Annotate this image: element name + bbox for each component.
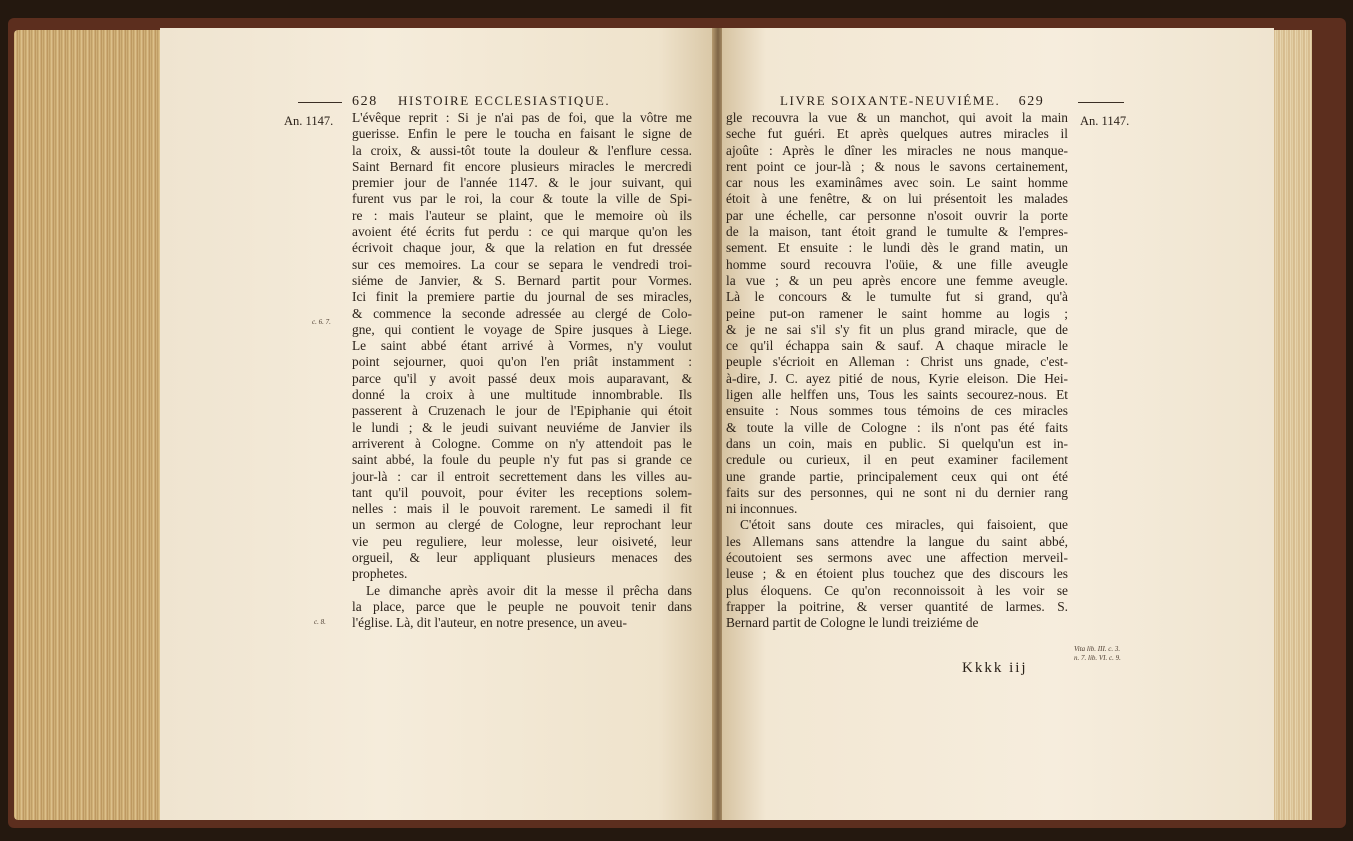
text-line: ligen alle helffen uns, Tous les saints secourez-nous. Et [726,387,1068,403]
text-line: credule ou curieux, il en peut examiner facilement [726,452,1068,468]
text-line: la croix, & aussi-tôt toute la douleur & l'enflure cessa. [352,142,692,158]
text-line: Saint Bernard fit encore plusieurs miracles le mercredi [352,158,692,174]
text-line: plus éloquens. Ce qu'on reconnoissoit à les voir se [726,582,1068,598]
text-line: écrivoit chaque jour, & que la relation en fut dressée [352,240,692,256]
left-body-text [352,110,692,632]
left-running-title: HISTOIRE ECCLESIASTIQUE. [398,93,611,108]
text-line: nelles : mais il le pouvoit rarement. Le samedi il fit [352,501,692,517]
text-line: orgueil, & leur appliquant plusieurs menaces des [352,550,692,566]
text-line: ajoûte : Après le dîner les miracles ne nous manque- [726,142,1068,158]
text-line: un sermon au clergé de Cologne, leur reprochant leur [352,517,692,533]
text-line: re : mais l'auteur se plaint, que le memoire où ils [352,207,692,223]
text-line: & toute la ville de Cologne : ils n'ont pas été faits [726,419,1068,435]
text-line: seche fut guéri. Et après quelques autres miracles il [726,126,1068,142]
text-line: guerisse. Enfin le pere le toucha en faisant le signe de [352,126,692,142]
text-line: gne, qui contient le voyage de Spire jusques à Liege. [352,321,692,337]
text-line: le lundi ; & le jeudi suivant neuviéme de Janvier ils [352,419,692,435]
left-page-edges [14,30,162,820]
left-header-rule [298,102,342,103]
right-margin-note-2: n. 7. lib. VI. c. 9. [1074,654,1121,662]
text-line: Le dimanche après avoir dit la messe il prêcha dans [366,582,692,598]
text-line: C'étoit sans doute ces miracles, qui faisoient, que [740,517,1068,533]
right-margin-note-1: Vita lib. III. c. 3. [1074,645,1121,653]
text-line: point sejourner, quoi qu'on l'en priât instamment : [352,354,692,370]
text-line: une grande partie, principalement ceux qui ont été [726,468,1068,484]
text-line: ensuite : Nous sommes tous témoins de ces miracles [726,403,1068,419]
text-line: passerent à Cruzenach le jour de l'Epiphanie qui étoit [352,403,692,419]
text-line: parce qu'il y avoit passé deux mois auparavant, & [352,370,692,386]
text-line: saint abbé, la foule du peuple n'y fut pas si grande ce [352,452,692,468]
right-header-rule [1078,102,1124,103]
text-line: à-dire, J. C. ayez pitié de nous, Kyrie eleison. Die Hei- [726,370,1068,386]
text-line: Le saint abbé étant arrivé à Vormes, n'y voulut [352,338,692,354]
text-line: l'église. Là, dit l'auteur, en notre presence, un aveu- [352,615,627,631]
text-line: écoutoient ses sermons avec une affection merveil- [726,550,1068,566]
text-line: ni inconnues. [726,501,798,517]
right-body-text [726,110,1068,632]
left-margin-note-1: c. 6. 7. [312,318,331,326]
right-margin-year: An. 1147. [1080,114,1130,128]
left-running-head [352,93,610,110]
text-line: car nous les examinâmes avec soin. Le saint homme [726,175,1068,191]
right-page-edges [1272,30,1312,820]
text-line: prophetes. [352,566,408,582]
text-line: Là le concours & le tumulte fut si grand, qu'à [726,289,1068,305]
right-running-head [780,93,1044,110]
text-line: ce qu'il échappa sain & sauf. A chaque miracle le [726,338,1068,354]
text-line: & commence la seconde adressée au clergé de Colo- [352,305,692,321]
text-line: arriverent à Cologne. Comme on n'y attendoit pas le [352,435,692,451]
text-line: la place, parce que le peuple ne pouvoit tenir dans [352,598,692,614]
text-line: les Allemans sans attendre la langue du saint abbé, [726,533,1068,549]
text-line: jour-là : car il entroit secrettement dans les villes au- [352,468,692,484]
text-line: gle recouvra la vue & un manchot, qui avoit la main [726,110,1068,125]
text-line: vie peu reguliere, leur molesse, leur oisiveté, leur [352,533,692,549]
text-line: rent point ce jour-là ; & nous le savons certainement, [726,158,1068,174]
text-line: la vue ; & un peu après encore une femme aveugle. [726,272,1068,288]
text-line: L'évêque reprit : Si je n'ai pas de foi, que la vôtre me [352,110,692,125]
text-line: Bernard partit de Cologne le lundi treiziéme de [726,615,979,631]
text-line: homme sourd recouvra l'oüie, & une fille aveugle [726,256,1068,272]
text-line: étoit à une fenêtre, & on lui présentoit les malades [726,191,1068,207]
left-page-number: 628 [352,94,378,109]
text-line: de la maison, tant étoit grand le tumulte & l'empres- [726,224,1068,240]
text-line: furent vus par le roi, la cour & toute la ville de Spi- [352,191,692,207]
left-margin-year: An. 1147. [284,114,334,128]
text-line: avoient été écrits fut perdu : ce qui marque qu'on les [352,224,692,240]
text-line: dans un coin, mais en public. Si quelqu'un est in- [726,435,1068,451]
text-line: siéme de Janvier, & S. Bernard partit pour Vormes. [352,272,692,288]
text-line: peuple s'écrioit en Alleman : Christ uns gnade, c'est- [726,354,1068,370]
text-line: faits sur des personnes, qui ne sont ni du dernier rang [726,484,1068,500]
signature-mark: Kkkk iij [962,660,1028,676]
text-line: premier jour de l'année 1147. & le jour suivant, qui [352,175,692,191]
text-line: frapper la poitrine, & verser quantité de larmes. S. [726,598,1068,614]
text-line: sur ces memoires. La cour se separa le vendredi troi- [352,256,692,272]
left-margin-note-2: c. 8. [314,618,326,626]
text-line: sement. Et ensuite : le lundi dès le grand matin, un [726,240,1068,256]
text-line: & je ne sai s'il s'y fit un plus grand miracle, que de [726,321,1068,337]
text-line: peine put-on ramener le saint homme au logis ; [726,305,1068,321]
text-line: tant qu'il pouvoit, pour éviter les receptions solem- [352,484,692,500]
right-running-title: LIVRE SOIXANTE-NEUVIÉME. [780,93,1001,108]
text-line: Ici finit la premiere partie du journal de ses miracles, [352,289,692,305]
text-line: par une échelle, car personne n'osoit ouvrir la porte [726,207,1068,223]
text-line: donné la croix à une multitude innombrable. Ils [352,387,692,403]
right-page-number: 629 [1018,94,1045,109]
text-line: leuse ; & en étoient plus touchez que des discours les [726,566,1068,582]
